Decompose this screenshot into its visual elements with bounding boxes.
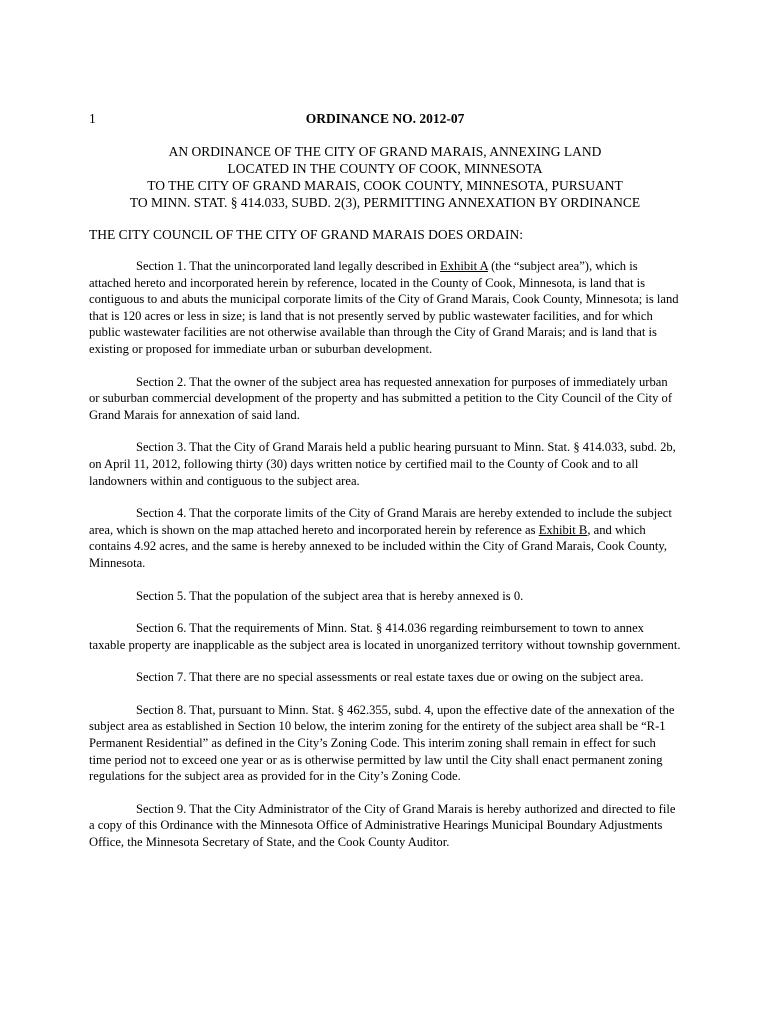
heading-line: TO THE CITY OF GRAND MARAIS, COOK COUNTY, MINNESOTA, PURSUANT [147, 178, 623, 193]
section-text: Section 4. That the corporate limits of the City of Grand Marais are hereby extended to include the subject area, which is shown on the map attached hereto and incorporated herein by reference as [89, 506, 672, 537]
section-1 [89, 258, 681, 358]
heading-line: AN ORDINANCE OF THE CITY OF GRAND MARAIS, ANNEXING LAND [168, 144, 602, 159]
exhibit-a-reference: Exhibit A [440, 259, 488, 273]
ordinance-heading [90, 143, 680, 211]
ordinance-number: ORDINANCE NO. 2012-07 [305, 111, 465, 126]
section-6: Section 6. That the requirements of Minn. Stat. § 414.036 regarding reimbursement to town to annex taxable property are inapplicable as the subject area is located in unorganized territory without township government. [89, 621, 681, 652]
section-8: Section 8. That, pursuant to Minn. Stat. § 462.355, subd. 4, upon the effective date of the annexation of the subject area as established in Section 10 below, the interim zoning for the entirety of the subject area shall be “R-1 Permanent Residential” as defined in the City’s Zoning Code. This interim zoning shall remain in effect for such time period not to exceed one year or as is otherwise permitted by law until the City shall enact permanent zoning regulations for the subject area as provided for in the City’s Zoning Code. [89, 702, 675, 784]
section-3: Section 3. That the City of Grand Marais held a public hearing pursuant to Minn. Stat. § 414.033, subd. 2b, on April 11, 2012, following thirty (30) days written notice by certified mail to the County of Cook and to all landowners within and contiguous to the subject area. [89, 440, 676, 488]
section-5: Section 5. That the population of the subject area that is hereby annexed is 0. [136, 588, 524, 603]
heading-line: LOCATED IN THE COUNTY OF COOK, MINNESOTA [227, 161, 543, 176]
section-4 [89, 505, 681, 571]
exhibit-b-reference: Exhibit B [538, 522, 588, 537]
section-text: (the “subject area”), which is attached hereto and incorporated herein by reference, located in the County of Cook, Minnesota, is land that is contiguous to and abuts the municipal corporate limits of the City of Grand Marais, Cook County, Minnesota; is land that is 120 acres or less in size; is land that is not presently served by public wastewater facilities, and for which public wastewater facilities are not otherwise available than through the City of Grand Marais; and is land that is existing or proposed for immediate urban or suburban development. [89, 259, 679, 356]
preamble: THE CITY COUNCIL OF THE CITY OF GRAND MARAIS DOES ORDAIN: [89, 227, 524, 242]
section-text: , and which contains 4.92 acres, and the same is hereby annexed to be included within the City of Grand Marais, Cook County, Minnesota. [89, 522, 668, 570]
page-number: 1 [89, 111, 96, 126]
section-2: Section 2. That the owner of the subject area has requested annexation for purposes of immediately urban or suburban commercial development of the property and has submitted a petition to the City Council of the City of Grand Marais for annexation of said land. [89, 374, 673, 422]
heading-line: TO MINN. STAT. § 414.033, SUBD. 2(3), PERMITTING ANNEXATION BY ORDINANCE [129, 195, 641, 210]
ordinance-body [89, 258, 681, 867]
section-text: Section 1. That the unincorporated land legally described in [136, 259, 441, 273]
section-9: Section 9. That the City Administrator of the City of Grand Marais is hereby authorized and directed to file a copy of this Ordinance with the Minnesota Office of Administrative Hearings Municipal Boundary Adjustments Office, the Minnesota Secretary of State, and the Cook County Auditor. [89, 801, 676, 850]
section-7: Section 7. That there are no special assessments or real estate taxes due or owing on the subject area. [136, 670, 644, 685]
